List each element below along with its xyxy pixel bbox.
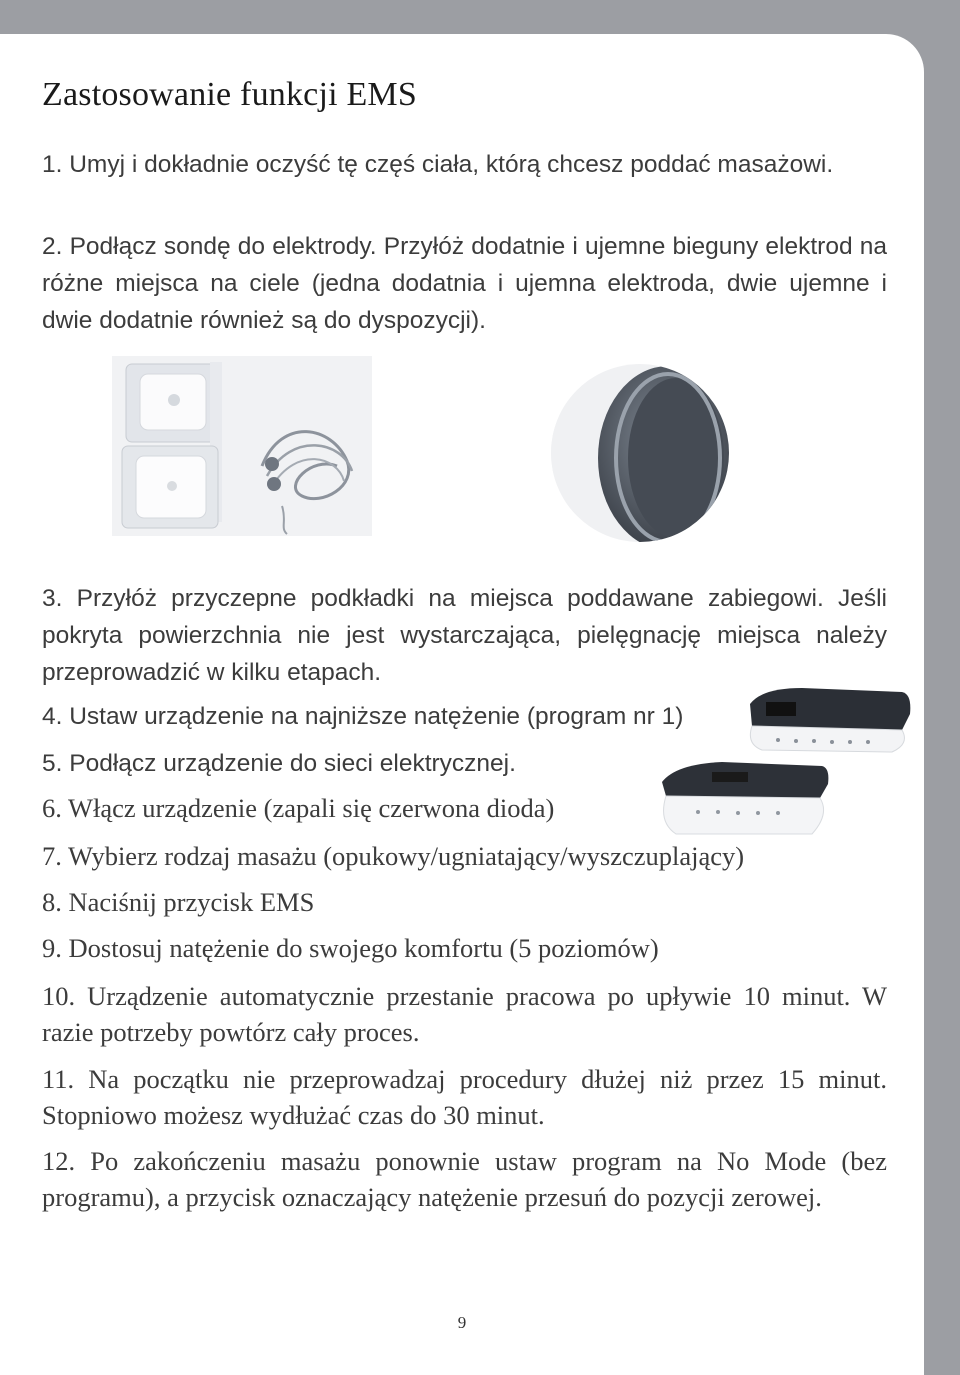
electrode-pads-image [112,356,372,536]
step-9: 9. Dostosuj natężenie do swojego komfortu (5 poziomów) [42,933,659,963]
step-11: 11. Na początku nie przeprowadzaj procedury dłużej niż przez 15 minut. Stopniowo możesz wydłużać czas do 30 minut. [42,1064,887,1130]
step-5: 5. Podłącz urządzenie do sieci elektrycznej. [42,750,516,777]
step-8: 8. Naciśnij przycisk EMS [42,887,315,917]
page-number: 9 [457,1313,467,1332]
step-6: 6. Włącz urządzenie (zapali się czerwona dioda) [42,793,555,823]
step-12: 12. Po zakończeniu masażu ponownie ustaw program na No Mode (bez programu), a przycisk oznaczający natężenie przesuń do pozycji zerowej. [42,1146,887,1212]
step-2: 2. Podłącz sondę do elektrody. Przyłóż dodatnie i ujemne bieguny elektrod na różne miejsca na ciele (jedna dodatnia i ujemna elektroda, dwie ujemne i dwie dodatnie również są do dyspozycji). [42,233,887,334]
step-10: 10. Urządzenie automatycznie przestanie pracowa po upływie 10 minut. W razie potrzeby powtórz cały proces. [42,981,887,1047]
step-1: 1. Umyj i dokładnie oczyść tę częś ciała, którą chcesz poddać masażowi. [42,151,834,178]
step-3: 3. Przyłóż przyczepne podkładki na miejsca poddawane zabiegowi. Jeśli pokryta powierzchnia nie jest wystarczająca, pielęgnację miejsca należy przeprowadzić w kilku etapach. [42,585,887,686]
massager-head-image [550,362,730,544]
step-7: 7. Wybierz rodzaj masażu (opukowy/ugniatający/wyszczuplający) [42,841,745,871]
section-title: Zastosowanie funkcji EMS [42,76,417,113]
step-4: 4. Ustaw urządzenie na najniższe natężenie (program nr 1) [42,703,684,730]
